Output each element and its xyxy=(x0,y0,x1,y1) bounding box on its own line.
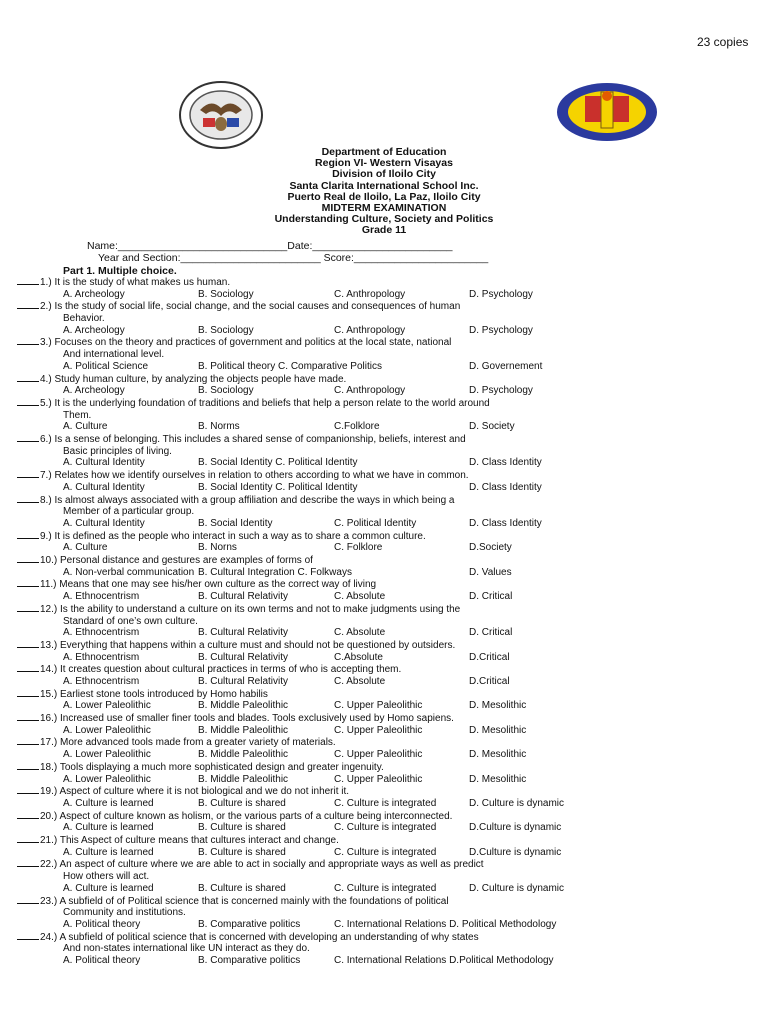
option-a[interactable]: A. Lower Paleolithic xyxy=(63,700,151,712)
question-item xyxy=(17,761,757,785)
question-text: Is a sense of belonging. This includes a shared sense of companionship, beliefs, interest and xyxy=(54,434,466,446)
answer-blank[interactable] xyxy=(17,639,39,648)
option-d[interactable]: D. Values xyxy=(469,566,512,578)
option-a[interactable]: A. Lower Paleolithic xyxy=(63,749,151,761)
question-continuation: How others will act. xyxy=(63,871,150,883)
question-item xyxy=(17,895,757,931)
answer-options xyxy=(17,883,757,895)
question-stem xyxy=(17,931,757,944)
question-text: Study human culture, by analyzing the objects people have made. xyxy=(54,373,347,385)
question-item xyxy=(17,554,757,578)
option-b[interactable]: B. Comparative politics xyxy=(198,918,301,930)
question-item xyxy=(17,810,757,834)
option-a[interactable]: A. Culture is learned xyxy=(63,797,154,809)
question-number: 2.) xyxy=(40,301,55,313)
option-c[interactable]: C. Upper Paleolithic xyxy=(334,724,423,736)
deped-seal-logo xyxy=(555,82,659,142)
option-a[interactable]: A. Lower Paleolithic xyxy=(63,724,151,736)
answer-blank[interactable] xyxy=(17,336,39,345)
question-number: 13.) xyxy=(40,639,61,651)
question-stem xyxy=(17,810,757,823)
question-item xyxy=(17,300,757,336)
option-d[interactable]: D. Governement xyxy=(469,360,543,372)
question-text: Is the ability to understand a culture on its own terms and not to make judgments using the xyxy=(60,603,461,615)
year-score-field[interactable]: Year and Section:________________________ Score:_______________________ xyxy=(98,252,489,264)
header-line: Puerto Real de Iloilo, La Paz, Iloilo City xyxy=(287,190,481,203)
question-stem xyxy=(17,469,757,482)
option-b[interactable]: B. Political theory C. Comparative Politics xyxy=(198,360,382,372)
question-text: It is the underlying foundation of traditions and beliefs that help a person relate to the world around xyxy=(54,397,490,409)
answer-options xyxy=(17,774,757,786)
part-title: Part 1. Multiple choice. xyxy=(63,265,177,277)
question-continuation: Them. xyxy=(63,409,92,421)
answer-blank[interactable] xyxy=(17,858,39,867)
option-c[interactable]: C. Political Identity xyxy=(334,517,417,529)
question-number: 24.) xyxy=(40,931,60,943)
answer-blank[interactable] xyxy=(17,712,39,721)
answer-options xyxy=(17,482,757,494)
answer-blank[interactable] xyxy=(17,469,39,478)
answer-blank[interactable] xyxy=(17,810,39,819)
option-c[interactable]: C. International Relations D. Political Methodology xyxy=(334,918,557,930)
option-c[interactable]: C. Absolute xyxy=(334,676,386,687)
question-number: 3.) xyxy=(40,337,55,349)
question-stem xyxy=(17,736,757,749)
question-continuation: Standard of one’s own culture. xyxy=(63,615,198,627)
question-stem xyxy=(17,663,757,676)
option-c[interactable]: C. Culture is integrated xyxy=(334,846,437,858)
question-text: Everything that happens within a culture must and should not be questioned by outsiders. xyxy=(60,639,456,651)
option-b[interactable]: B. Cultural Integration C. Folkways xyxy=(198,566,352,578)
option-d[interactable]: D. Class Identity xyxy=(469,457,542,469)
answer-blank[interactable] xyxy=(17,373,39,382)
question-item xyxy=(17,858,757,894)
option-a[interactable]: A. Ethnocentrism xyxy=(63,591,140,603)
answer-blank[interactable] xyxy=(17,688,39,697)
answer-options xyxy=(17,955,757,967)
option-a[interactable]: A. Culture xyxy=(63,542,108,554)
question-stem xyxy=(17,603,757,616)
question-text: This Aspect of culture means that cultures interact and change. xyxy=(59,835,339,847)
answer-blank[interactable] xyxy=(17,834,39,843)
name-date-field[interactable]: Name:_____________________________Date:________________________ xyxy=(87,240,453,252)
question-number: 17.) xyxy=(40,737,61,749)
option-c[interactable]: C. Upper Paleolithic xyxy=(334,749,423,761)
option-b[interactable]: B. Culture is shared xyxy=(198,822,286,834)
option-b[interactable]: B. Social Identity C. Political Identity xyxy=(198,457,358,469)
answer-options xyxy=(17,591,757,603)
question-text: An aspect of culture where we are able to act in socially and appropriate ways as well as predict xyxy=(59,859,484,871)
question-text: It is the study of what makes us human. xyxy=(54,277,231,288)
option-a[interactable]: A. Ethnocentrism xyxy=(63,651,140,663)
option-a[interactable]: A. Archeology xyxy=(63,385,125,397)
question-item xyxy=(17,736,757,760)
option-b[interactable]: B. Comparative politics xyxy=(198,955,301,967)
question-text: Means that one may see his/her own culture as the correct way of living xyxy=(59,579,377,591)
question-number: 8.) xyxy=(40,494,55,506)
option-a[interactable]: A. Ethnocentrism xyxy=(63,627,140,639)
question-text: Focuses on the theory and practices of government and politics at the local state, national xyxy=(54,337,452,349)
question-stem xyxy=(17,834,757,847)
option-b[interactable]: B. Middle Paleolithic xyxy=(198,724,289,736)
option-a[interactable]: A. Political theory xyxy=(63,918,141,930)
copies-count: 23 copies xyxy=(697,35,749,49)
question-stem xyxy=(17,554,757,567)
option-d[interactable]: D. Mesolithic xyxy=(469,700,527,712)
question-number: 6.) xyxy=(40,434,55,446)
option-c[interactable]: C. Culture is integrated xyxy=(334,822,437,834)
option-a[interactable]: A. Ethnocentrism xyxy=(63,676,140,687)
answer-options xyxy=(17,421,757,433)
question-continuation: And international level. xyxy=(63,349,165,361)
question-number: 11.) xyxy=(40,579,60,591)
question-stem xyxy=(17,761,757,774)
answer-options xyxy=(17,289,757,301)
option-c[interactable]: C.Absolute xyxy=(334,651,383,663)
option-c[interactable]: C. Anthropology xyxy=(334,324,406,336)
question-number: 22.) xyxy=(40,859,60,871)
answer-options xyxy=(17,749,757,761)
option-b[interactable]: B. Social Identity C. Political Identity xyxy=(198,481,358,493)
question-text: A subfield of political science that is concerned with developing an understanding of why states xyxy=(59,931,479,943)
question-item xyxy=(17,712,757,736)
answer-blank[interactable] xyxy=(17,276,39,285)
answer-options xyxy=(17,652,757,664)
question-stem xyxy=(17,336,757,349)
question-number: 16.) xyxy=(40,713,61,725)
question-number: 5.) xyxy=(40,397,55,409)
option-c[interactable]: C. Upper Paleolithic xyxy=(334,773,423,785)
option-a[interactable]: A. Archeology xyxy=(63,324,125,336)
answer-options xyxy=(17,798,757,810)
option-b[interactable]: B. Social Identity xyxy=(198,517,273,529)
option-d[interactable]: D. Mesolithic xyxy=(469,749,527,761)
question-item xyxy=(17,663,757,687)
answer-options xyxy=(17,457,757,469)
option-b[interactable]: B. Culture is shared xyxy=(198,882,286,894)
option-c[interactable]: C. Folklore xyxy=(334,542,383,554)
school-seal-logo xyxy=(178,80,264,150)
question-stem xyxy=(17,712,757,725)
question-item xyxy=(17,494,757,530)
option-c[interactable]: C. Upper Paleolithic xyxy=(334,700,423,712)
question-continuation: Community and institutions. xyxy=(63,907,186,919)
option-a[interactable]: A. Culture is learned xyxy=(63,822,154,834)
option-c[interactable]: C.Folklore xyxy=(334,421,380,433)
option-c[interactable]: C. International Relations D.Political Methodology xyxy=(334,955,554,967)
question-number: 14.) xyxy=(40,664,61,676)
answer-blank[interactable] xyxy=(17,397,39,406)
answer-options xyxy=(17,627,757,639)
option-d[interactable]: D. Culture is dynamic xyxy=(469,797,565,809)
option-b[interactable]: B. Cultural Relativity xyxy=(198,651,289,663)
option-d[interactable]: D. Mesolithic xyxy=(469,773,527,785)
question-text: Increased use of smaller finer tools and blades. Tools exclusively used by Homo sapiens. xyxy=(60,713,454,725)
question-number: 10.) xyxy=(40,555,61,567)
question-text: Relates how we identify ourselves in relation to others according to what we have in common. xyxy=(54,470,469,482)
header-line: Division of Iloilo City xyxy=(332,168,436,181)
header-line: Santa Clarita International School Inc. xyxy=(289,179,479,192)
question-continuation: Member of a particular group. xyxy=(63,506,195,518)
answer-options xyxy=(17,700,757,712)
option-b[interactable]: B. Sociology xyxy=(198,288,254,300)
question-continuation: Behavior. xyxy=(63,313,105,325)
question-stem xyxy=(17,276,757,289)
answer-blank[interactable] xyxy=(17,736,39,745)
option-a[interactable]: A. Political theory xyxy=(63,955,141,967)
question-item xyxy=(17,931,757,967)
option-c[interactable]: C. Absolute xyxy=(334,627,386,639)
option-b[interactable]: B. Middle Paleolithic xyxy=(198,700,289,712)
answer-options xyxy=(17,385,757,397)
question-stem xyxy=(17,433,757,446)
option-d[interactable]: D. Critical xyxy=(469,627,513,639)
question-number: 4.) xyxy=(40,373,55,385)
question-continuation: Basic principles of living. xyxy=(63,445,172,457)
option-d[interactable]: D. Critical xyxy=(469,591,513,603)
question-number: 20.) xyxy=(40,810,60,822)
option-b[interactable]: B. Cultural Relativity xyxy=(198,591,289,603)
question-text: More advanced tools made from a greater variety of materials. xyxy=(60,737,336,749)
question-item xyxy=(17,397,757,433)
option-b[interactable]: B. Norms xyxy=(198,421,240,433)
question-text: Aspect of culture known as holism, or the various parts of a culture being interconnected. xyxy=(59,810,453,822)
question-stem xyxy=(17,578,757,591)
question-text: Is the study of social life, social change, and the social causes and consequences of human xyxy=(54,301,461,313)
question-stem xyxy=(17,373,757,386)
question-number: 7.) xyxy=(40,470,55,482)
answer-options xyxy=(17,325,757,337)
question-item xyxy=(17,578,757,602)
option-a[interactable]: A. Archeology xyxy=(63,288,125,300)
option-d[interactable]: D.Culture is dynamic xyxy=(469,822,562,834)
answer-blank[interactable] xyxy=(17,761,39,770)
document-header xyxy=(0,147,768,237)
header-line: Region VI- Western Visayas xyxy=(315,157,453,170)
option-c[interactable]: C. Culture is integrated xyxy=(334,797,437,809)
option-d[interactable]: D.Critical xyxy=(469,676,510,687)
question-stem xyxy=(17,785,757,798)
question-stem xyxy=(17,858,757,871)
option-b[interactable]: B. Sociology xyxy=(198,324,254,336)
question-item xyxy=(17,688,757,712)
question-text: Is almost always associated with a group affiliation and describe the ways in which being a xyxy=(54,494,455,506)
question-number: 9.) xyxy=(40,530,55,542)
question-number: 23.) xyxy=(40,895,60,907)
question-list xyxy=(17,276,757,967)
question-item xyxy=(17,336,757,372)
answer-blank[interactable] xyxy=(17,300,39,309)
header-line: Grade 11 xyxy=(361,224,407,237)
option-c[interactable]: C. Absolute xyxy=(334,591,386,603)
option-c[interactable]: C. Culture is integrated xyxy=(334,882,437,894)
answer-options xyxy=(17,518,757,530)
question-item xyxy=(17,639,757,663)
question-item xyxy=(17,834,757,858)
question-number: 15.) xyxy=(40,688,61,700)
question-text: Earliest stone tools introduced by Homo habilis xyxy=(60,688,268,700)
question-text: Personal distance and gestures are examples of forms of xyxy=(60,555,313,567)
question-item xyxy=(17,433,757,469)
option-d[interactable]: D. Society xyxy=(469,421,515,433)
answer-blank[interactable] xyxy=(17,931,39,940)
header-line: Understanding Culture, Society and Politics xyxy=(274,213,494,226)
option-d[interactable]: D.Society xyxy=(469,542,512,554)
question-number: 1.) xyxy=(40,277,55,288)
question-stem xyxy=(17,300,757,313)
answer-blank[interactable] xyxy=(17,530,39,539)
question-item xyxy=(17,785,757,809)
answer-blank[interactable] xyxy=(17,494,39,503)
answer-options xyxy=(17,567,757,579)
answer-options xyxy=(17,725,757,737)
question-text: Tools displaying a much more sophisticated design and greater ingenuity. xyxy=(59,761,384,773)
option-b[interactable]: B. Sociology xyxy=(198,385,254,397)
answer-options xyxy=(17,361,757,373)
question-item xyxy=(17,373,757,397)
option-d[interactable]: D.Critical xyxy=(469,651,510,663)
question-text: It creates question about cultural practices in terms of who is accepting them. xyxy=(60,664,402,676)
option-b[interactable]: B. Norns xyxy=(198,542,237,554)
question-item xyxy=(17,530,757,554)
option-d[interactable]: D. Class Identity xyxy=(469,481,542,493)
option-b[interactable]: B. Culture is shared xyxy=(198,846,286,858)
question-stem xyxy=(17,397,757,410)
answer-options xyxy=(17,822,757,834)
question-item xyxy=(17,603,757,639)
option-d[interactable]: D. Culture is dynamic xyxy=(469,882,565,894)
option-a[interactable]: A. Non-verbal communication xyxy=(63,566,195,578)
option-a[interactable]: A. Cultural Identity xyxy=(63,457,145,469)
header-line: MIDTERM EXAMINATION xyxy=(321,202,447,215)
question-number: 19.) xyxy=(40,786,60,798)
question-number: 12.) xyxy=(40,603,61,615)
option-d[interactable]: D.Culture is dynamic xyxy=(469,846,562,858)
option-a[interactable]: A. Lower Paleolithic xyxy=(63,773,151,785)
answer-blank[interactable] xyxy=(17,433,39,442)
option-d[interactable]: D. Psychology xyxy=(469,324,533,336)
option-b[interactable]: B. Cultural Relativity xyxy=(198,627,289,639)
question-item xyxy=(17,276,757,300)
option-c[interactable]: C. Anthropology xyxy=(334,288,406,300)
answer-options xyxy=(17,542,757,554)
option-b[interactable]: B. Middle Paleolithic xyxy=(198,749,289,761)
option-d[interactable]: D. Psychology xyxy=(469,385,533,397)
option-c[interactable]: C. Anthropology xyxy=(334,385,406,397)
question-text: It is defined as the people who interact in such a way as to share a common culture. xyxy=(54,530,426,542)
question-text: Aspect of culture where it is not biological and we do not inherit it. xyxy=(59,786,350,798)
answer-options xyxy=(17,847,757,859)
question-stem xyxy=(17,688,757,701)
question-stem xyxy=(17,530,757,543)
option-b[interactable]: B. Culture is shared xyxy=(198,797,286,809)
answer-blank[interactable] xyxy=(17,578,39,587)
question-stem xyxy=(17,895,757,908)
question-stem xyxy=(17,639,757,652)
option-a[interactable]: A. Culture xyxy=(63,421,108,433)
option-d[interactable]: D. Class Identity xyxy=(469,517,542,529)
option-a[interactable]: A. Culture is learned xyxy=(63,882,154,894)
answer-blank[interactable] xyxy=(17,603,39,612)
question-stem xyxy=(17,494,757,507)
question-continuation: And non-states international like UN interact as they do. xyxy=(63,943,310,955)
option-d[interactable]: D. Mesolithic xyxy=(469,724,527,736)
question-number: 18.) xyxy=(40,761,60,773)
question-number: 21.) xyxy=(40,835,60,847)
answer-blank[interactable] xyxy=(17,663,39,672)
header-line: Department of Education xyxy=(321,146,447,158)
question-item xyxy=(17,469,757,493)
answer-blank[interactable] xyxy=(17,554,39,563)
option-b[interactable]: B. Middle Paleolithic xyxy=(198,773,289,785)
option-b[interactable]: B. Cultural Relativity xyxy=(198,676,289,687)
answer-blank[interactable] xyxy=(17,895,39,904)
answer-options xyxy=(17,676,757,688)
option-a[interactable]: A. Cultural Identity xyxy=(63,517,145,529)
answer-options xyxy=(17,919,757,931)
option-a[interactable]: A. Culture is learned xyxy=(63,846,154,858)
question-text: A subfield of of Political science that is concerned mainly with the foundations of political xyxy=(59,895,449,907)
option-a[interactable]: A. Political Science xyxy=(63,360,149,372)
option-d[interactable]: D. Psychology xyxy=(469,288,533,300)
answer-blank[interactable] xyxy=(17,785,39,794)
option-a[interactable]: A. Cultural Identity xyxy=(63,481,145,493)
